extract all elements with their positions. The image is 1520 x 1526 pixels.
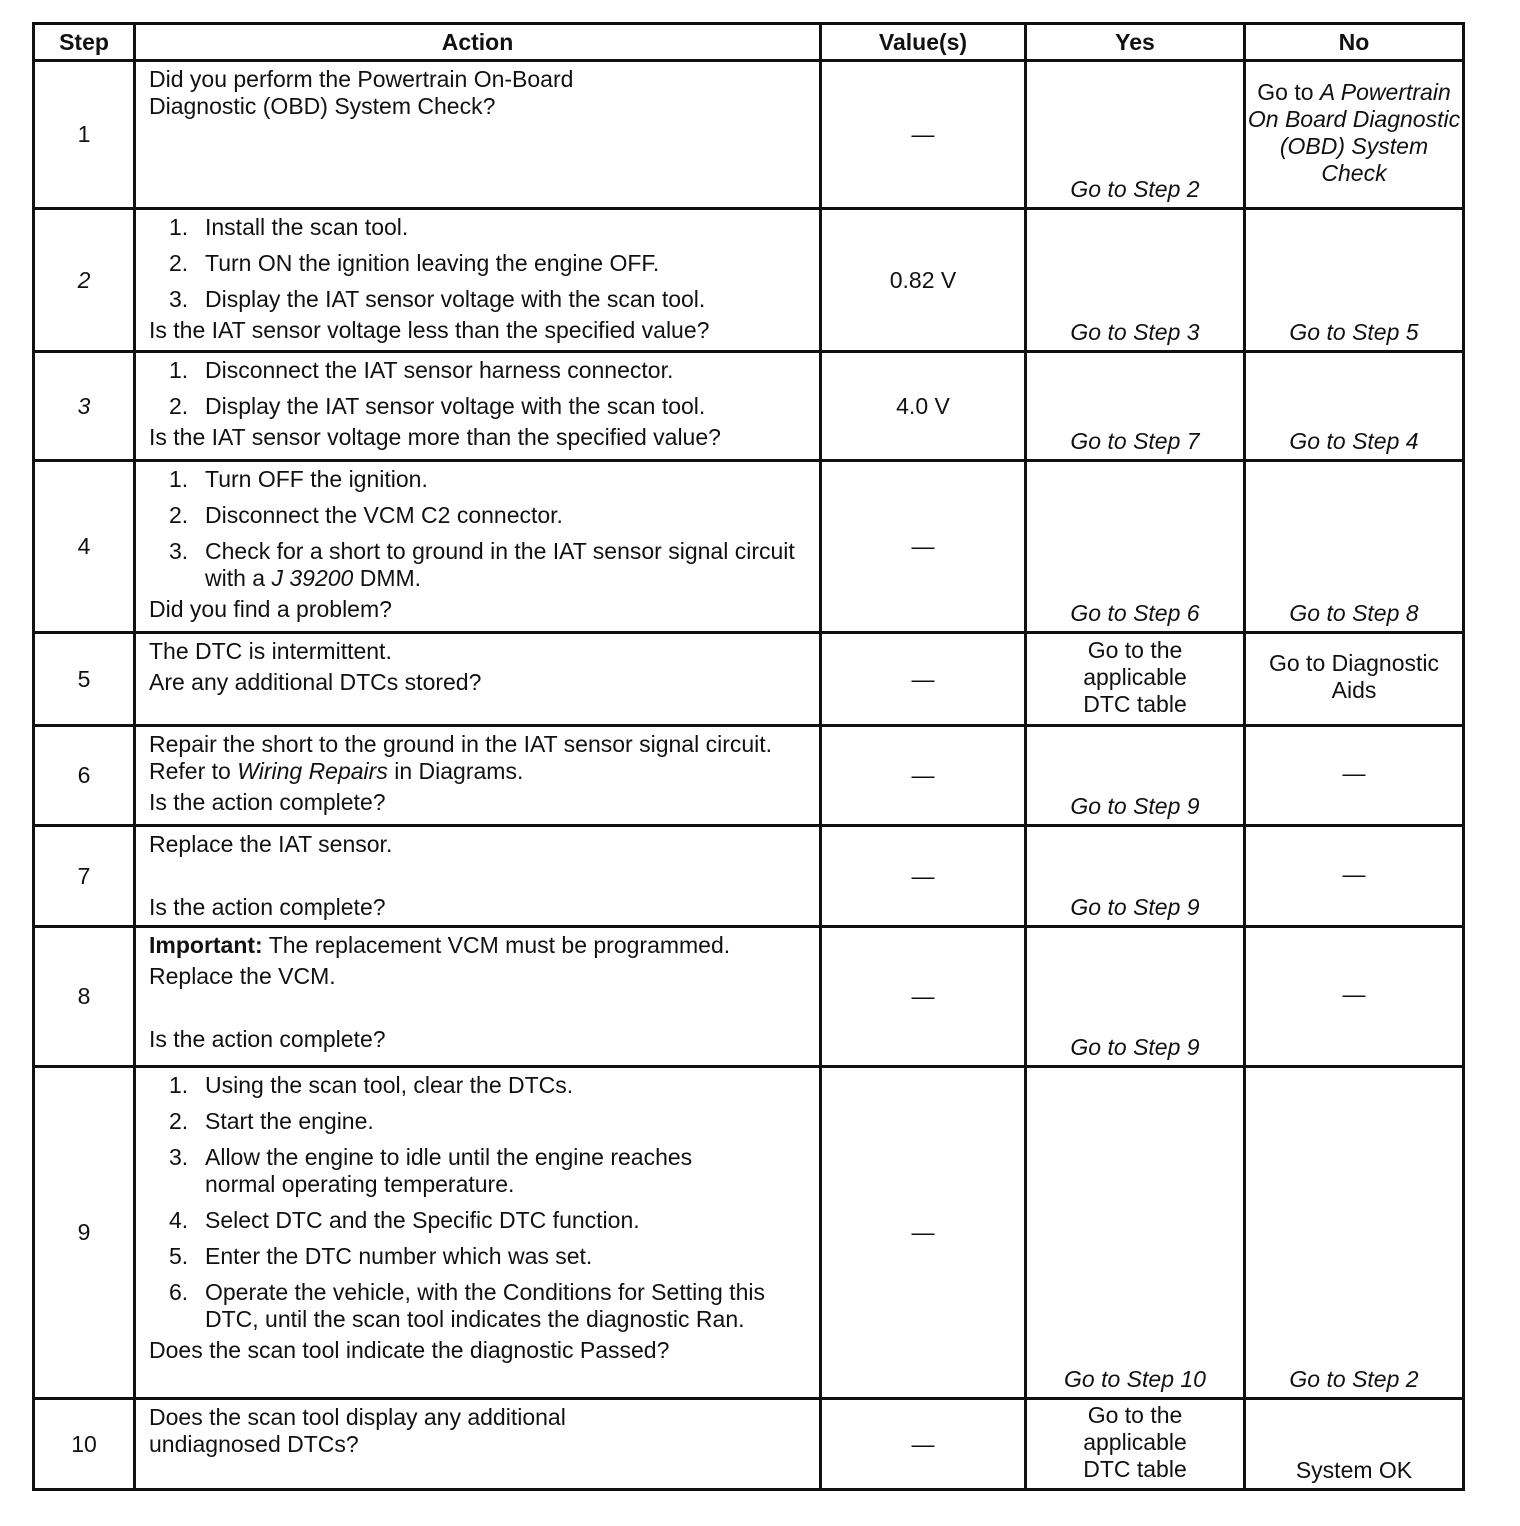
action-question: Does the scan tool indicate the diagnostic Passed? [149, 1337, 670, 1363]
no-cell: — [1245, 826, 1464, 927]
no-cell [1245, 461, 1464, 633]
header-no: No [1245, 24, 1464, 61]
step-number: 2 [34, 209, 135, 352]
important-note: Important: The replacement VCM must be programmed. [149, 932, 731, 958]
action-cell [135, 461, 821, 633]
yes-cell [1026, 726, 1245, 826]
value-cell: — [821, 826, 1026, 927]
table-row [34, 461, 1464, 633]
diagnostic-table [32, 22, 1465, 1491]
action-question: Is the action complete? [149, 789, 386, 815]
action-cell [135, 61, 821, 209]
yes-link[interactable]: Go to Step 9 [1070, 793, 1200, 819]
action-text: Does the scan tool display any additional [149, 1404, 566, 1430]
yes-link[interactable]: Go to Step 9 [1070, 1034, 1200, 1060]
step-number: 6 [34, 726, 135, 826]
no-cell [1245, 633, 1464, 726]
table-row [34, 1399, 1464, 1490]
list-item: 1. Disconnect the IAT sensor harness connector. [169, 357, 674, 383]
list-item: 2. Disconnect the VCM C2 connector. [169, 502, 563, 528]
action-cell [135, 352, 821, 461]
no-link[interactable]: Go to Step 4 [1289, 428, 1419, 454]
list-item: 3. Check for a short to ground in the IAT sensor signal circuit with a J 39200 DMM. [169, 538, 795, 591]
list-item: 3. Display the IAT sensor voltage with the scan tool. [169, 286, 706, 312]
action-cell [135, 826, 821, 927]
no-link[interactable]: Go to Diagnostic Aids [1268, 650, 1440, 703]
yes-link[interactable]: Go to Step 9 [1070, 894, 1200, 920]
header-yes: Yes [1026, 24, 1245, 61]
value-cell: — [821, 1067, 1026, 1399]
action-statement: The DTC is intermittent. [149, 638, 392, 664]
action-question: Are any additional DTCs stored? [149, 669, 482, 695]
yes-cell [1026, 61, 1245, 209]
no-cell [1245, 352, 1464, 461]
yes-link[interactable]: Go to the applicable DTC table [1083, 636, 1187, 717]
header-values: Value(s) [821, 24, 1026, 61]
yes-link[interactable]: Go to Step 10 [1064, 1366, 1206, 1392]
action-steps [149, 357, 809, 420]
yes-cell [1026, 461, 1245, 633]
value-cell: — [821, 461, 1026, 633]
action-cell [135, 726, 821, 826]
step-number: 5 [34, 633, 135, 726]
action-cell [135, 927, 821, 1067]
table-row [34, 726, 1464, 826]
yes-link[interactable]: Go to Step 6 [1070, 600, 1200, 626]
no-cell: — [1245, 726, 1464, 826]
action-cell [135, 1067, 821, 1399]
yes-cell [1026, 927, 1245, 1067]
yes-link[interactable]: Go to Step 7 [1070, 428, 1200, 454]
action-text: undiagnosed DTCs? [149, 1431, 359, 1457]
table-row [34, 209, 1464, 352]
table-row [34, 1067, 1464, 1399]
action-statement: Replace the VCM. [149, 963, 336, 989]
step-number: 9 [34, 1067, 135, 1399]
value-cell: — [821, 633, 1026, 726]
action-statement: Replace the IAT sensor. [149, 831, 393, 857]
step-number: 3 [34, 352, 135, 461]
list-item: 2. Turn ON the ignition leaving the engine OFF. [169, 250, 660, 276]
action-text: Repair the short to the ground in the IAT sensor signal circuit. Refer to Wiring Repairs in Diagrams. [149, 731, 773, 784]
action-question: Is the IAT sensor voltage more than the specified value? [149, 424, 721, 450]
table-row [34, 826, 1464, 927]
no-link[interactable]: Go to Step 2 [1289, 1366, 1419, 1392]
action-question: Is the action complete? [149, 1026, 386, 1052]
list-item: 6. Operate the vehicle, with the Conditions for Setting this DTC, until the scan tool indicates the diagnostic Ran. [169, 1279, 765, 1332]
table-row [34, 927, 1464, 1067]
table-row [34, 352, 1464, 461]
yes-cell [1026, 633, 1245, 726]
action-steps [149, 214, 809, 313]
yes-link[interactable]: Go to the applicable DTC table [1083, 1401, 1187, 1482]
yes-cell [1026, 209, 1245, 352]
yes-cell [1026, 352, 1245, 461]
list-item: 5. Enter the DTC number which was set. [169, 1243, 593, 1269]
step-number: 7 [34, 826, 135, 927]
no-cell [1245, 1067, 1464, 1399]
no-cell [1245, 61, 1464, 209]
table-row [34, 61, 1464, 209]
yes-cell [1026, 1399, 1245, 1490]
yes-link[interactable]: Go to Step 3 [1070, 319, 1200, 345]
step-number: 4 [34, 461, 135, 633]
value-cell: — [821, 726, 1026, 826]
step-number: 8 [34, 927, 135, 1067]
action-cell [135, 633, 821, 726]
no-link[interactable]: Go to Step 5 [1289, 319, 1419, 345]
no-cell [1245, 209, 1464, 352]
value-cell: — [821, 1399, 1026, 1490]
action-steps [149, 1072, 809, 1333]
no-cell: System OK [1245, 1399, 1464, 1490]
no-link[interactable]: A Powertrain On Board Diagnostic (OBD) System Check [1247, 78, 1461, 186]
action-steps [149, 466, 809, 592]
value-cell: 0.82 V [821, 209, 1026, 352]
list-item: 4. Select DTC and the Specific DTC function. [169, 1207, 640, 1233]
step-number: 10 [34, 1399, 135, 1490]
step-number: 1 [34, 61, 135, 209]
action-cell [135, 1399, 821, 1490]
no-cell: — [1245, 927, 1464, 1067]
important-label: Important: [149, 932, 263, 958]
header-row [34, 24, 1464, 61]
table-row [34, 633, 1464, 726]
action-text: Diagnostic (OBD) System Check? [149, 93, 496, 119]
list-item: 1. Using the scan tool, clear the DTCs. [169, 1072, 574, 1098]
value-cell: 4.0 V [821, 352, 1026, 461]
value-cell: — [821, 927, 1026, 1067]
list-item: 3. Allow the engine to idle until the engine reaches normal operating temperature. [169, 1144, 693, 1197]
value-cell: — [821, 61, 1026, 209]
list-item: 2. Display the IAT sensor voltage with the scan tool. [169, 393, 706, 419]
list-item: 1. Turn OFF the ignition. [169, 466, 428, 492]
yes-cell [1026, 1067, 1245, 1399]
no-link[interactable]: Go to Step 8 [1289, 600, 1419, 626]
action-question: Did you find a problem? [149, 596, 392, 622]
list-item: 1. Install the scan tool. [169, 214, 409, 240]
action-question: Is the IAT sensor voltage less than the specified value? [149, 317, 710, 343]
no-prefix: Go to [1257, 78, 1320, 105]
action-question: Is the action complete? [149, 894, 386, 920]
action-cell [135, 209, 821, 352]
list-item: 2. Start the engine. [169, 1108, 374, 1134]
action-text: Did you perform the Powertrain On-Board [149, 66, 574, 92]
yes-cell [1026, 826, 1245, 927]
reference-link[interactable]: Wiring Repairs [237, 758, 388, 784]
header-action: Action [135, 24, 821, 61]
tool-reference: J 39200 [271, 565, 354, 591]
header-step: Step [34, 24, 135, 61]
yes-link[interactable]: Go to Step 2 [1070, 176, 1200, 202]
